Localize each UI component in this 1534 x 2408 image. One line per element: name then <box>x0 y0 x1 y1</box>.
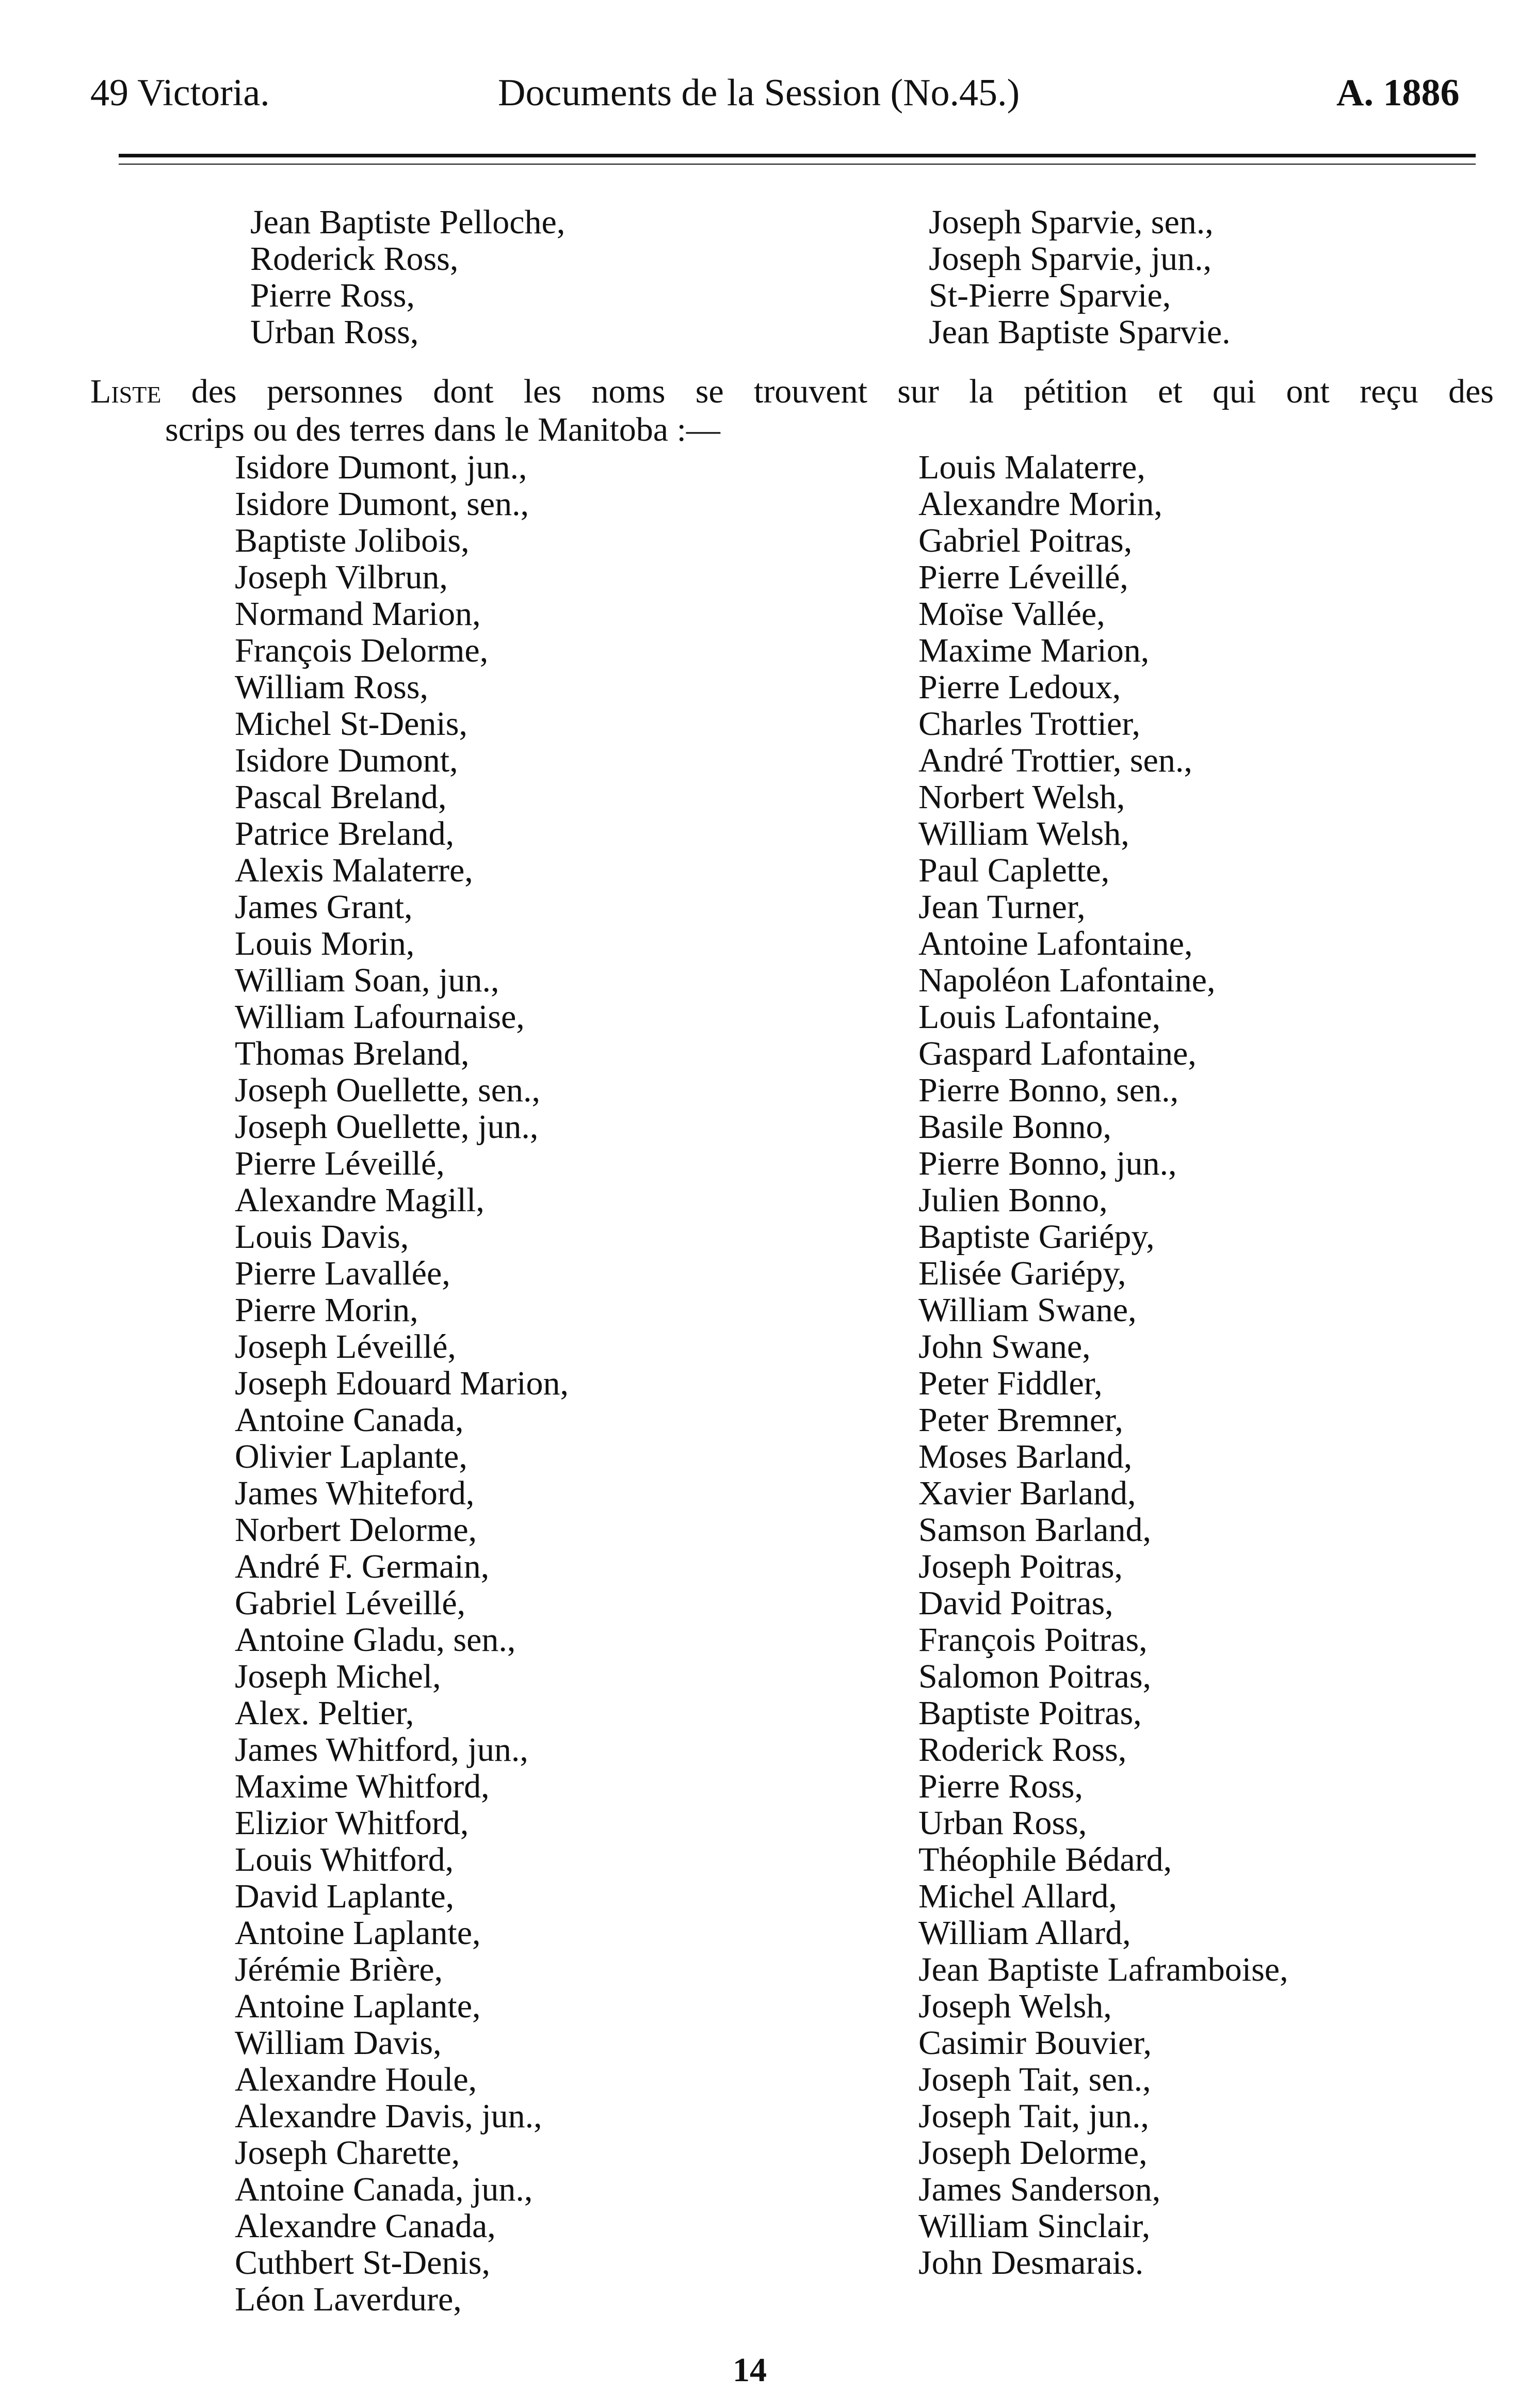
name-entry: Léon Laverdure, <box>235 2281 462 2318</box>
name-entry: Gabriel Léveillé, <box>235 1584 466 1622</box>
name-entry: Jean Baptiste Sparvie. <box>929 313 1231 351</box>
name-entry: Joseph Vilbrun, <box>235 558 448 596</box>
name-entry: David Poitras, <box>918 1584 1113 1622</box>
name-entry: Julien Bonno, <box>918 1181 1108 1219</box>
name-entry: Joseph Sparvie, jun., <box>929 240 1212 278</box>
name-entry: Antoine Laplante, <box>235 1987 481 2025</box>
name-entry: Pierre Morin, <box>235 1291 418 1329</box>
name-entry: Casimir Bouvier, <box>918 2024 1152 2062</box>
name-entry: Alexandre Magill, <box>235 1181 485 1219</box>
name-entry: John Swane, <box>918 1328 1091 1366</box>
name-entry: Louis Davis, <box>235 1218 409 1256</box>
name-entry: Pierre Ross, <box>918 1768 1083 1805</box>
name-entry: Patrice Breland, <box>235 815 455 853</box>
list-intro <box>90 373 1494 449</box>
name-entry: Elizior Whitford, <box>235 1804 469 1842</box>
name-entry: Joseph Tait, sen., <box>918 2061 1151 2098</box>
name-entry: Joseph Michel, <box>235 1658 441 1695</box>
name-entry: Maxime Marion, <box>918 632 1150 669</box>
name-entry: James Sanderson, <box>918 2171 1161 2208</box>
name-entry: Joseph Sparvie, sen., <box>929 203 1214 241</box>
name-entry: Michel St-Denis, <box>235 705 467 743</box>
continued-names-right <box>929 204 1231 350</box>
name-entry: Isidore Dumont, jun., <box>235 448 527 486</box>
name-entry: Baptiste Poitras, <box>918 1694 1142 1732</box>
name-entry: Louis Lafontaine, <box>918 998 1161 1036</box>
name-entry: Peter Fiddler, <box>918 1364 1103 1402</box>
name-entry: André F. Germain, <box>235 1548 490 1585</box>
name-entry: François Poitras, <box>918 1621 1148 1659</box>
name-entry: William Ross, <box>235 668 429 706</box>
name-entry: Joseph Delorme, <box>918 2134 1148 2172</box>
name-entry: Pierre Ledoux, <box>918 668 1121 706</box>
name-entry: Joseph Ouellette, jun., <box>235 1108 539 1146</box>
name-entry: Joseph Welsh, <box>918 1987 1112 2025</box>
name-entry: Norbert Delorme, <box>235 1511 477 1549</box>
name-entry: Alexandre Davis, jun., <box>235 2097 542 2135</box>
name-entry: Norbert Welsh, <box>918 778 1125 816</box>
header-rule-thin <box>119 164 1476 165</box>
name-entry: Normand Marion, <box>235 595 481 633</box>
name-entry: Antoine Canada, jun., <box>235 2171 533 2208</box>
name-entry: Jean Turner, <box>918 888 1086 926</box>
name-entry: Baptiste Jolibois, <box>235 522 470 559</box>
page-number: 14 <box>733 2351 767 2389</box>
name-entry: Thomas Breland, <box>235 1035 470 1072</box>
name-entry: Pascal Breland, <box>235 778 447 816</box>
name-entry: Alexis Malaterre, <box>235 852 473 889</box>
name-entry: Pierre Bonno, jun., <box>918 1145 1177 1182</box>
name-entry: Antoine Lafontaine, <box>918 925 1193 962</box>
name-entry: Isidore Dumont, <box>235 742 458 779</box>
name-entry: Joseph Charette, <box>235 2134 460 2172</box>
name-entry: William Allard, <box>918 1914 1131 1952</box>
name-entry: Pierre Bonno, sen., <box>918 1071 1179 1109</box>
name-entry: James Grant, <box>235 888 413 926</box>
name-entry: Antoine Canada, <box>235 1401 464 1439</box>
intro-line-1 <box>90 373 1494 411</box>
name-entry: Elisée Gariépy, <box>918 1255 1126 1292</box>
name-entry: Charles Trottier, <box>918 705 1141 743</box>
name-entry: Peter Bremner, <box>918 1401 1123 1439</box>
intro-line-1-text: des personnes dont les noms se trouvent sur la pétition et qui ont reçu des <box>161 373 1494 410</box>
name-entry: Alex. Peltier, <box>235 1694 414 1732</box>
header-regnal-year: 49 Victoria. <box>90 72 270 114</box>
name-entry: William Soan, jun., <box>235 961 499 999</box>
name-entry: Roderick Ross, <box>250 240 459 278</box>
name-entry: Samson Barland, <box>918 1511 1151 1549</box>
name-entry: Théophile Bédard, <box>918 1841 1172 1879</box>
name-entry: William Welsh, <box>918 815 1129 853</box>
name-entry: Roderick Ross, <box>918 1731 1127 1769</box>
name-entry: Louis Whitford, <box>235 1841 454 1879</box>
name-entry: Cuthbert St-Denis, <box>235 2244 490 2282</box>
name-entry: Baptiste Gariépy, <box>918 1218 1155 1256</box>
name-entry: Urban Ross, <box>250 313 419 351</box>
name-entry: Olivier Laplante, <box>235 1438 467 1475</box>
name-entry: Alexandre Morin, <box>918 485 1162 523</box>
header-rule-thick <box>119 154 1476 157</box>
name-entry: David Laplante, <box>235 1877 455 1915</box>
name-entry: St-Pierre Sparvie, <box>929 277 1171 314</box>
name-entry: Joseph Tait, jun., <box>918 2097 1149 2135</box>
name-entry: Gaspard Lafontaine, <box>918 1035 1197 1072</box>
name-entry: Jean Baptiste Laframboise, <box>918 1951 1288 1988</box>
name-entry: Maxime Whitford, <box>235 1768 490 1805</box>
name-entry: William Davis, <box>235 2024 442 2062</box>
name-entry: Moïse Vallée, <box>918 595 1105 633</box>
name-entry: Antoine Laplante, <box>235 1914 481 1952</box>
name-entry: William Swane, <box>918 1291 1137 1329</box>
name-entry: William Sinclair, <box>918 2207 1151 2245</box>
name-entry: Joseph Ouellette, sen., <box>235 1071 541 1109</box>
name-entry: Napoléon Lafontaine, <box>918 961 1216 999</box>
name-entry: Gabriel Poitras, <box>918 522 1133 559</box>
name-entry: John Desmarais. <box>918 2244 1144 2282</box>
name-entry: Isidore Dumont, sen., <box>235 485 529 523</box>
name-entry: Alexandre Houle, <box>235 2061 477 2098</box>
name-entry: James Whiteford, <box>235 1474 475 1512</box>
name-entry: Louis Malaterre, <box>918 448 1145 486</box>
name-entry: Pierre Léveillé, <box>235 1145 445 1182</box>
name-entry: Salomon Poitras, <box>918 1658 1152 1695</box>
name-entry: Jean Baptiste Pelloche, <box>250 203 566 241</box>
name-entry: Louis Morin, <box>235 925 415 962</box>
name-entry: Joseph Léveillé, <box>235 1328 456 1366</box>
name-entry: Xavier Barland, <box>918 1474 1136 1512</box>
name-entry: Pierre Ross, <box>250 277 415 314</box>
name-entry: Jérémie Brière, <box>235 1951 443 1988</box>
name-entry: James Whitford, jun., <box>235 1731 528 1769</box>
name-entry: Moses Barland, <box>918 1438 1133 1475</box>
header-title: Documents de la Session (No.45.) <box>498 72 1020 114</box>
name-entry: Urban Ross, <box>918 1804 1087 1842</box>
name-entry: Antoine Gladu, sen., <box>235 1621 516 1659</box>
name-entry: André Trottier, sen., <box>918 742 1192 779</box>
header-year: A. 1886 <box>1336 72 1460 114</box>
name-entry: Michel Allard, <box>918 1877 1117 1915</box>
names-list-left <box>235 449 569 2318</box>
intro-line-2: scrips ou des terres dans le Manitoba :— <box>165 411 720 448</box>
name-entry: François Delorme, <box>235 632 489 669</box>
name-entry: Paul Caplette, <box>918 852 1110 889</box>
running-header <box>0 67 1534 124</box>
continued-names-left <box>250 204 565 350</box>
intro-lead-word: Liste <box>90 373 162 410</box>
name-entry: Joseph Poitras, <box>918 1548 1123 1585</box>
name-entry: Alexandre Canada, <box>235 2207 496 2245</box>
names-list-right <box>918 449 1288 2281</box>
name-entry: William Lafournaise, <box>235 998 525 1036</box>
name-entry: Pierre Léveillé, <box>918 558 1128 596</box>
name-entry: Basile Bonno, <box>918 1108 1111 1146</box>
name-entry: Pierre Lavallée, <box>235 1255 450 1292</box>
name-entry: Joseph Edouard Marion, <box>235 1364 569 1402</box>
